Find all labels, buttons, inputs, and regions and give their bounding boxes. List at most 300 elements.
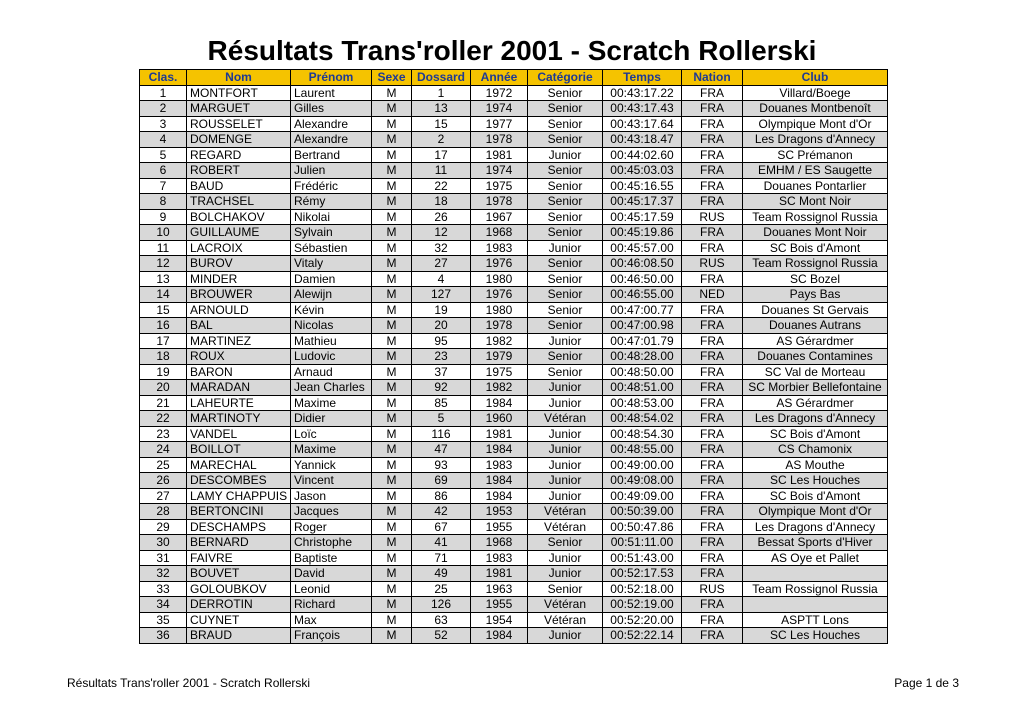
cell-year: 1967 [471,209,528,225]
cell-last-name: BAUD [187,178,291,194]
cell-last-name: FAIVRE [187,550,291,566]
cell-first-name: Christophe [291,535,372,551]
cell-nation: FRA [682,426,743,442]
cell-club: Team Rossignol Russia [743,581,888,597]
cell-first-name: Kévin [291,302,372,318]
cell-category: Senior [528,116,603,132]
cell-category: Junior [528,147,603,163]
table-row [140,147,888,163]
cell-last-name: MARADAN [187,380,291,396]
cell-category: Senior [528,287,603,303]
cell-last-name: ROBERT [187,163,291,179]
cell-sex: M [372,581,412,597]
cell-time: 00:45:16.55 [603,178,682,194]
table-row [140,597,888,613]
cell-time: 00:51:11.00 [603,535,682,551]
column-header-club: Club [743,70,888,86]
cell-sex: M [372,178,412,194]
cell-time: 00:45:03.03 [603,163,682,179]
cell-rank: 22 [140,411,187,427]
table-row [140,178,888,194]
cell-first-name: Max [291,612,372,628]
table-row [140,550,888,566]
cell-year: 1978 [471,194,528,210]
table-row [140,256,888,272]
cell-club: AS Gérardmer [743,395,888,411]
cell-sex: M [372,287,412,303]
cell-time: 00:48:28.00 [603,349,682,365]
cell-nation: FRA [682,550,743,566]
cell-category: Junior [528,628,603,644]
cell-year: 1978 [471,318,528,334]
cell-club: AS Gérardmer [743,333,888,349]
cell-first-name: Bertrand [291,147,372,163]
cell-bib: 1 [412,85,471,101]
cell-sex: M [372,612,412,628]
cell-first-name: Loïc [291,426,372,442]
cell-first-name: Sébastien [291,240,372,256]
cell-first-name: Jason [291,488,372,504]
cell-sex: M [372,519,412,535]
table-row [140,612,888,628]
table-row [140,426,888,442]
cell-year: 1963 [471,581,528,597]
cell-club: SC Bois d'Amont [743,488,888,504]
cell-bib: 71 [412,550,471,566]
cell-year: 1983 [471,457,528,473]
cell-nation: FRA [682,318,743,334]
cell-nation: FRA [682,395,743,411]
cell-category: Junior [528,240,603,256]
cell-year: 1974 [471,101,528,117]
cell-first-name: Damien [291,271,372,287]
cell-first-name: Rémy [291,194,372,210]
cell-last-name: BERTONCINI [187,504,291,520]
cell-rank: 12 [140,256,187,272]
results-table [139,69,888,644]
cell-rank: 7 [140,178,187,194]
cell-rank: 9 [140,209,187,225]
cell-nation: FRA [682,163,743,179]
table-row [140,364,888,380]
cell-last-name: DESCHAMPS [187,519,291,535]
table-row [140,411,888,427]
cell-nation: FRA [682,597,743,613]
cell-category: Vétéran [528,519,603,535]
cell-rank: 10 [140,225,187,241]
cell-sex: M [372,163,412,179]
cell-year: 1982 [471,333,528,349]
cell-rank: 32 [140,566,187,582]
cell-last-name: MONTFORT [187,85,291,101]
table-row [140,333,888,349]
cell-last-name: ROUX [187,349,291,365]
cell-year: 1980 [471,302,528,318]
cell-club: SC Les Houches [743,628,888,644]
cell-last-name: DERROTIN [187,597,291,613]
cell-nation: FRA [682,457,743,473]
cell-first-name: Vitaly [291,256,372,272]
cell-rank: 16 [140,318,187,334]
cell-nation: RUS [682,256,743,272]
cell-bib: 17 [412,147,471,163]
cell-sex: M [372,566,412,582]
cell-rank: 3 [140,116,187,132]
cell-time: 00:43:18.47 [603,132,682,148]
cell-club: Bessat Sports d'Hiver [743,535,888,551]
cell-nation: FRA [682,225,743,241]
cell-year: 1983 [471,240,528,256]
cell-rank: 23 [140,426,187,442]
cell-rank: 2 [140,101,187,117]
cell-first-name: Maxime [291,395,372,411]
cell-sex: M [372,426,412,442]
cell-year: 1977 [471,116,528,132]
cell-time: 00:48:55.00 [603,442,682,458]
cell-sex: M [372,256,412,272]
cell-nation: FRA [682,147,743,163]
cell-sex: M [372,101,412,117]
table-row [140,581,888,597]
table-row [140,287,888,303]
cell-first-name: Laurent [291,85,372,101]
cell-sex: M [372,209,412,225]
cell-club: SC Les Houches [743,473,888,489]
table-row [140,473,888,489]
cell-time: 00:48:50.00 [603,364,682,380]
cell-sex: M [372,504,412,520]
cell-category: Junior [528,550,603,566]
table-row [140,395,888,411]
cell-year: 1955 [471,597,528,613]
column-header-nation: Nation [682,70,743,86]
cell-time: 00:43:17.43 [603,101,682,117]
cell-category: Junior [528,488,603,504]
cell-first-name: Nikolai [291,209,372,225]
cell-bib: 37 [412,364,471,380]
cell-nation: FRA [682,380,743,396]
cell-last-name: BERNARD [187,535,291,551]
cell-sex: M [372,318,412,334]
cell-time: 00:50:39.00 [603,504,682,520]
cell-sex: M [372,85,412,101]
cell-bib: 116 [412,426,471,442]
cell-first-name: Baptiste [291,550,372,566]
cell-bib: 42 [412,504,471,520]
cell-rank: 25 [140,457,187,473]
cell-last-name: MARTINOTY [187,411,291,427]
cell-sex: M [372,550,412,566]
cell-year: 1980 [471,271,528,287]
cell-last-name: LAMY CHAPPUIS [187,488,291,504]
cell-sex: M [372,628,412,644]
cell-nation: FRA [682,519,743,535]
cell-bib: 12 [412,225,471,241]
cell-nation: FRA [682,535,743,551]
cell-year: 1975 [471,178,528,194]
cell-last-name: MINDER [187,271,291,287]
cell-club: ASPTT Lons [743,612,888,628]
cell-time: 00:50:47.86 [603,519,682,535]
cell-club: SC Prémanon [743,147,888,163]
cell-bib: 2 [412,132,471,148]
cell-year: 1972 [471,85,528,101]
cell-time: 00:48:54.30 [603,426,682,442]
cell-sex: M [372,302,412,318]
cell-year: 1954 [471,612,528,628]
table-header-row [140,70,888,86]
cell-time: 00:45:17.59 [603,209,682,225]
cell-category: Vétéran [528,411,603,427]
cell-category: Junior [528,442,603,458]
column-header-rank: Clas. [140,70,187,86]
table-row [140,85,888,101]
cell-last-name: BUROV [187,256,291,272]
cell-first-name: Frédéric [291,178,372,194]
cell-club: Douanes Autrans [743,318,888,334]
cell-time: 00:52:19.00 [603,597,682,613]
cell-last-name: LAHEURTE [187,395,291,411]
cell-last-name: BOUVET [187,566,291,582]
cell-club: Douanes Montbenoît [743,101,888,117]
cell-club: Pays Bas [743,287,888,303]
cell-year: 1975 [471,364,528,380]
cell-nation: FRA [682,101,743,117]
cell-last-name: DOMENGE [187,132,291,148]
cell-time: 00:47:00.77 [603,302,682,318]
cell-first-name: Yannick [291,457,372,473]
cell-category: Senior [528,349,603,365]
cell-club: Douanes Contamines [743,349,888,365]
cell-nation: FRA [682,85,743,101]
cell-nation: FRA [682,240,743,256]
table-row [140,101,888,117]
cell-year: 1976 [471,287,528,303]
cell-sex: M [372,597,412,613]
cell-last-name: BRAUD [187,628,291,644]
cell-category: Senior [528,302,603,318]
cell-club: AS Oye et Pallet [743,550,888,566]
table-body [140,85,888,643]
cell-year: 1983 [471,550,528,566]
table-row [140,271,888,287]
cell-first-name: Didier [291,411,372,427]
cell-sex: M [372,380,412,396]
cell-sex: M [372,395,412,411]
cell-year: 1984 [471,488,528,504]
cell-nation: FRA [682,504,743,520]
cell-rank: 31 [140,550,187,566]
cell-first-name: Gilles [291,101,372,117]
cell-sex: M [372,194,412,210]
cell-club: SC Mont Noir [743,194,888,210]
cell-category: Senior [528,178,603,194]
table-row [140,318,888,334]
cell-bib: 27 [412,256,471,272]
cell-year: 1974 [471,163,528,179]
cell-club: Douanes Mont Noir [743,225,888,241]
cell-rank: 35 [140,612,187,628]
cell-bib: 127 [412,287,471,303]
cell-time: 00:45:19.86 [603,225,682,241]
cell-last-name: ARNOULD [187,302,291,318]
cell-bib: 4 [412,271,471,287]
cell-club: Les Dragons d'Annecy [743,519,888,535]
cell-first-name: Jacques [291,504,372,520]
cell-last-name: CUYNET [187,612,291,628]
cell-sex: M [372,132,412,148]
cell-rank: 26 [140,473,187,489]
cell-rank: 18 [140,349,187,365]
column-header-sex: Sexe [372,70,412,86]
cell-rank: 17 [140,333,187,349]
cell-club [743,597,888,613]
cell-sex: M [372,147,412,163]
cell-bib: 85 [412,395,471,411]
cell-club: SC Morbier Bellefontaine [743,380,888,396]
table-row [140,442,888,458]
cell-first-name: Leonid [291,581,372,597]
cell-year: 1978 [471,132,528,148]
cell-rank: 30 [140,535,187,551]
cell-sex: M [372,116,412,132]
cell-rank: 21 [140,395,187,411]
cell-first-name: Mathieu [291,333,372,349]
cell-bib: 26 [412,209,471,225]
cell-bib: 126 [412,597,471,613]
cell-category: Vétéran [528,504,603,520]
cell-sex: M [372,457,412,473]
cell-nation: NED [682,287,743,303]
cell-category: Vétéran [528,612,603,628]
cell-nation: FRA [682,194,743,210]
cell-time: 00:52:18.00 [603,581,682,597]
cell-time: 00:49:00.00 [603,457,682,473]
cell-year: 1981 [471,566,528,582]
cell-time: 00:52:20.00 [603,612,682,628]
cell-bib: 52 [412,628,471,644]
cell-first-name: Jean Charles [291,380,372,396]
table-row [140,519,888,535]
cell-category: Junior [528,566,603,582]
cell-first-name: Ludovic [291,349,372,365]
column-header-year: Année [471,70,528,86]
cell-rank: 8 [140,194,187,210]
table-row [140,209,888,225]
cell-category: Junior [528,395,603,411]
cell-sex: M [372,349,412,365]
cell-sex: M [372,442,412,458]
cell-bib: 41 [412,535,471,551]
cell-time: 00:46:50.00 [603,271,682,287]
cell-bib: 32 [412,240,471,256]
cell-category: Senior [528,271,603,287]
cell-bib: 13 [412,101,471,117]
cell-sex: M [372,240,412,256]
cell-bib: 5 [412,411,471,427]
cell-category: Junior [528,473,603,489]
cell-category: Senior [528,256,603,272]
cell-year: 1953 [471,504,528,520]
footer-page-number: Page 1 de 3 [894,676,959,690]
cell-last-name: VANDEL [187,426,291,442]
cell-time: 00:43:17.64 [603,116,682,132]
cell-nation: FRA [682,488,743,504]
cell-sex: M [372,411,412,427]
cell-year: 1981 [471,147,528,163]
column-header-category: Catégorie [528,70,603,86]
cell-rank: 34 [140,597,187,613]
cell-first-name: Roger [291,519,372,535]
cell-time: 00:46:08.50 [603,256,682,272]
cell-bib: 95 [412,333,471,349]
column-header-last-name: Nom [187,70,291,86]
cell-bib: 86 [412,488,471,504]
footer-document-title: Résultats Trans'roller 2001 - Scratch Rollerski [67,676,311,690]
cell-bib: 47 [412,442,471,458]
cell-last-name: LACROIX [187,240,291,256]
cell-time: 00:47:00.98 [603,318,682,334]
cell-time: 00:44:02.60 [603,147,682,163]
table-row [140,302,888,318]
cell-nation: FRA [682,271,743,287]
cell-nation: FRA [682,132,743,148]
cell-rank: 1 [140,85,187,101]
cell-nation: FRA [682,612,743,628]
cell-first-name: Julien [291,163,372,179]
cell-rank: 29 [140,519,187,535]
cell-club: SC Bozel [743,271,888,287]
table-row [140,535,888,551]
cell-year: 1979 [471,349,528,365]
cell-club: Olympique Mont d'Or [743,116,888,132]
cell-first-name: Nicolas [291,318,372,334]
cell-category: Junior [528,457,603,473]
cell-first-name: Alexandre [291,132,372,148]
cell-sex: M [372,364,412,380]
table-row [140,504,888,520]
cell-rank: 28 [140,504,187,520]
cell-last-name: BAL [187,318,291,334]
cell-last-name: TRACHSEL [187,194,291,210]
cell-first-name: Vincent [291,473,372,489]
cell-rank: 36 [140,628,187,644]
table-row [140,194,888,210]
cell-club: SC Val de Morteau [743,364,888,380]
cell-time: 00:45:57.00 [603,240,682,256]
cell-club: Les Dragons d'Annecy [743,132,888,148]
cell-last-name: BOLCHAKOV [187,209,291,225]
cell-rank: 33 [140,581,187,597]
page-title: Résultats Trans'roller 2001 - Scratch Rollerski [207,35,817,66]
table-row [140,566,888,582]
cell-category: Senior [528,364,603,380]
cell-rank: 14 [140,287,187,303]
cell-year: 1981 [471,426,528,442]
cell-first-name: Maxime [291,442,372,458]
cell-sex: M [372,473,412,489]
table-row [140,240,888,256]
cell-last-name: MARGUET [187,101,291,117]
cell-category: Senior [528,194,603,210]
cell-bib: 22 [412,178,471,194]
cell-club: Olympique Mont d'Or [743,504,888,520]
cell-bib: 15 [412,116,471,132]
cell-bib: 18 [412,194,471,210]
cell-category: Senior [528,132,603,148]
column-header-bib: Dossard [412,70,471,86]
table-row [140,380,888,396]
